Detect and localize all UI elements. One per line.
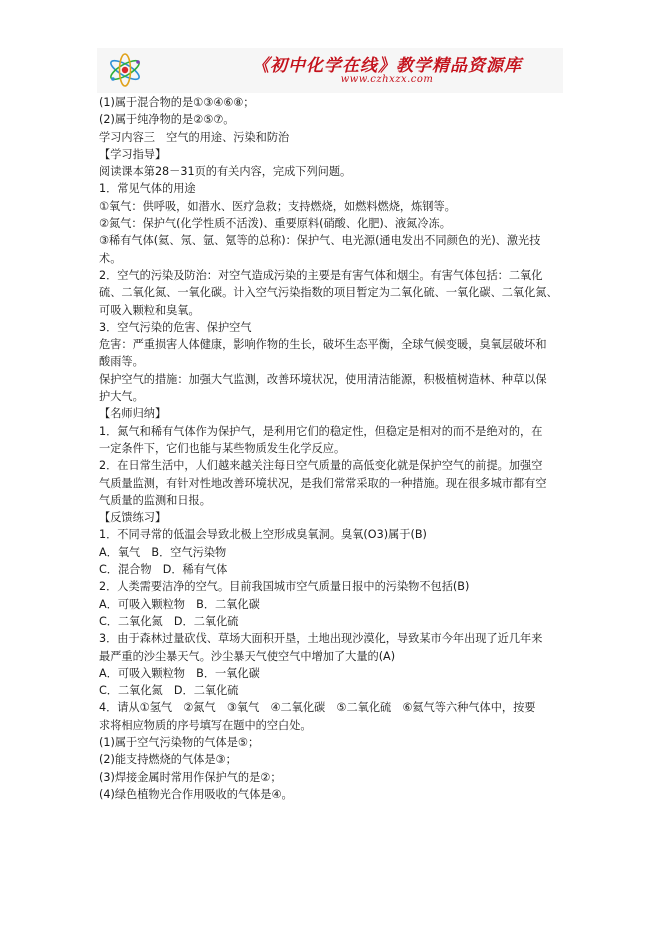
text-line: 危害：严重损害人体健康，影响作物的生长，破坏生态平衡，全球气候变暖，臭氧层破坏和 bbox=[99, 338, 547, 352]
text-line: ③稀有气体(氦、氖、氩、氪等的总称)：保护气、电光源(通电发出不同颜色的光)、激光技 bbox=[99, 234, 541, 248]
answer-line: (3)焊接金属时常用作保护气的是②； bbox=[99, 770, 282, 784]
text-line: 保护空气的措施：加强大气监测，改善环境状况，使用清洁能源，积极植树造林、种草以保 bbox=[99, 372, 547, 386]
text-line: 1．氮气和稀有气体作为保护气，是利用它们的稳定性，但稳定是相对的而不是绝对的，在 bbox=[99, 424, 543, 438]
text-line: 术。 bbox=[99, 251, 122, 265]
text-line: 可吸入颗粒和臭氧。 bbox=[99, 303, 200, 317]
header-title: 《初中化学在线》教学精品资源库 bbox=[252, 56, 522, 76]
text-line: 气质量的监测和日报。 bbox=[99, 493, 211, 507]
option-line: C．混合物 D．稀有气体 bbox=[99, 563, 228, 577]
text-line: 1．常见气体的用途 bbox=[99, 182, 196, 196]
text-line: 护大气。 bbox=[99, 390, 144, 404]
text-line: 2．空气的污染及防治：对空气造成污染的主要是有害气体和烟尘。有害气体包括：二氧化 bbox=[99, 268, 543, 282]
atom-logo-icon bbox=[105, 52, 145, 88]
subsection-heading: 【学习指导】 bbox=[99, 147, 167, 161]
text-line: 2．在日常生活中，人们越来越关注每日空气质量的高低变化就是保护空气的前提。加强空 bbox=[99, 459, 543, 473]
header-url: www.czhxzx.com bbox=[340, 74, 434, 85]
question-line: 1．不同寻常的低温会导致北极上空形成臭氧洞。臭氧(O3)属于(B) bbox=[99, 528, 427, 542]
section-heading: 学习内容三 空气的用途、污染和防治 bbox=[99, 130, 290, 144]
text-line: 硫、二氧化氮、一氧化碳。计入空气污染指数的项目暂定为二氧化硫、一氧化碳、二氧化氮、 bbox=[99, 286, 558, 300]
text-line: 3．空气污染的危害、保护空气 bbox=[99, 320, 252, 334]
option-line: A．可吸入颗粒物 B．一氧化碳 bbox=[99, 666, 260, 680]
text-line: ②氮气：保护气(化学性质不活泼)、重要原料(硝酸、化肥)、液氮冷冻。 bbox=[99, 217, 451, 231]
option-line: A．氧气 B．空气污染物 bbox=[99, 545, 227, 559]
text-line: (2)属于纯净物的是②⑤⑦。 bbox=[99, 113, 235, 127]
text-line: (1)属于混合物的是①③④⑥⑧； bbox=[99, 96, 255, 109]
subsection-heading: 【名师归纳】 bbox=[99, 407, 167, 421]
text-line: ①氧气：供呼吸，如潜水、医疗急救；支持燃烧，如燃料燃烧，炼钢等。 bbox=[99, 199, 456, 213]
answer-line: (2)能支持燃烧的气体是③； bbox=[99, 753, 237, 767]
text-line: 酸雨等。 bbox=[99, 355, 144, 369]
option-line: C．二氧化氮 D．二氧化硫 bbox=[99, 684, 239, 698]
option-line: C．二氧化氮 D．二氧化硫 bbox=[99, 614, 239, 628]
header-banner bbox=[97, 48, 563, 93]
question-line: 4．请从①氢气 ②氮气 ③氧气 ④二氧化碳 ⑤二氧化硫 ⑥氦气等六种气体中，按要 bbox=[99, 701, 536, 715]
question-line: 2．人类需要洁净的空气。目前我国城市空气质量日报中的污染物不包括(B) bbox=[99, 580, 470, 594]
answer-line: (1)属于空气污染物的气体是⑤； bbox=[99, 735, 260, 749]
text-line: 阅读课本第28－31页的有关内容，完成下列问题。 bbox=[99, 165, 352, 179]
option-line: A．可吸入颗粒物 B．二氧化碳 bbox=[99, 597, 260, 611]
question-line: 最严重的沙尘暴天气。沙尘暴天气使空气中增加了大量的(A) bbox=[99, 649, 396, 663]
question-line: 3．由于森林过量砍伐、草场大面积开垦，土地出现沙漠化，导致某市今年出现了近几年来 bbox=[99, 632, 543, 646]
text-line: 一定条件下，它们也能与某些物质发生化学反应。 bbox=[99, 441, 346, 455]
answer-line: (4)绿色植物光合作用吸收的气体是④。 bbox=[99, 787, 293, 801]
question-line: 求将相应物质的序号填写在题中的空白处。 bbox=[99, 718, 312, 732]
document-body bbox=[99, 94, 569, 803]
subsection-heading: 【反馈练习】 bbox=[99, 511, 167, 525]
text-line: 气质量监测，有针对性地改善环境状况，是我们常常采取的一种措施。现在很多城市都有空 bbox=[99, 476, 547, 490]
